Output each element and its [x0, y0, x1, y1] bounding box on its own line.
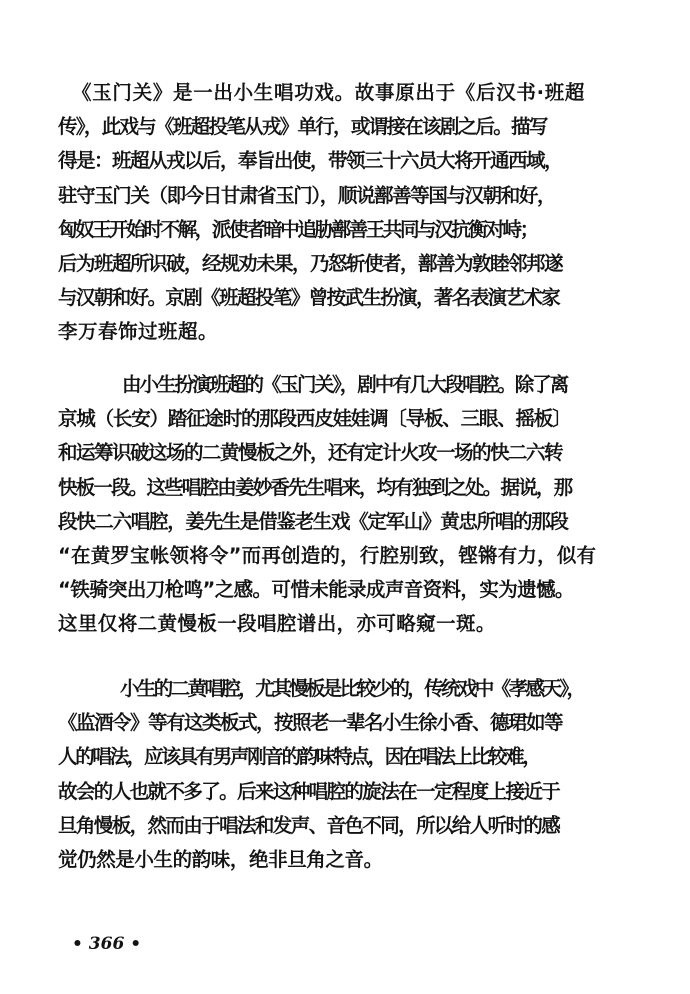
text-line: 匈奴王开始时不解，派使者暗中追胁鄯善王共同与汉抗衡对峙； [58, 217, 537, 241]
text-line: 由小生扮演班超的《玉门关》，剧中有几大段唱腔。除了离 [122, 373, 568, 396]
text-line: 后为班超所识破，经规劝未果，乃怒斩使者，鄯善为敦睦邻邦遂 [58, 251, 563, 275]
text-line: 和运筹识破这场的二黄慢板之外，还有定计火攻一场的快二六转 [58, 441, 563, 465]
text-line: 《监酒令》等有这类板式，按照老一辈名小生徐小香、德珺如等 [58, 711, 563, 735]
text-line: “铁骑突出刀枪鸣”之感。可惜未能录成声音资料，实为遗憾。 [58, 578, 574, 602]
paragraph-1 [58, 76, 672, 350]
text-line: 传》，此戏与《班超投笔从戎》单行，或谓接在该剧之后。描写 [58, 115, 547, 139]
text-line: 《玉门关》是一出小生唱功戏。故事原出于《后汉书·班超 [72, 81, 586, 104]
paragraph-3 [58, 672, 672, 877]
text-line: 得是：班超从戎以后，奉旨出使，带领三十六员大将开通西域， [58, 149, 563, 173]
paragraph-2 [58, 368, 672, 642]
page-number: • 366 • [72, 934, 142, 954]
text-line: 人的唱法，应该具有男声刚音的韵味特点，因在唱法上比较难， [58, 745, 540, 769]
text-line: 旦角慢板，然而由于唱法和发声、音色不同，所以给人听时的感 [58, 813, 560, 837]
text-line: 京城（长安）踏征途时的那段西皮娃娃调〔导板、三眼、摇板〕 [58, 407, 571, 431]
text-line: 与汉朝和好。京剧《班超投笔》曾按武生扮演，著名表演艺术家 [58, 286, 560, 310]
text-line: 小生的二黄唱腔，尤其慢板是比较少的，传统戏中《孝感天》， [120, 677, 584, 700]
text-line: 觉仍然是小生的韵味，绝非旦角之音。 [58, 847, 383, 871]
text-line: 驻守玉门关（即今日甘肃省玉门），顺说鄯善等国与汉朝和好， [58, 183, 556, 207]
text-line: “在黄罗宝帐领将令”而再创造的，行腔别致，铿锵有力，似有 [58, 543, 597, 567]
text-line: 故会的人也就不多了。后来这种唱腔的旋法在一定程度上接近于 [58, 779, 560, 803]
text-line: 段快二六唱腔，姜先生是借鉴老生戏《定军山》黄忠所唱的那段 [58, 509, 568, 533]
text-line: 这里仅将二黄慢板一段唱腔谱出，亦可略窥一斑。 [58, 612, 496, 636]
text-line: 快板一段。这些唱腔由姜妙香先生唱来，均有独到之处。据说，那 [58, 475, 572, 499]
text-line: 李万春饰过班超。 [58, 320, 219, 344]
